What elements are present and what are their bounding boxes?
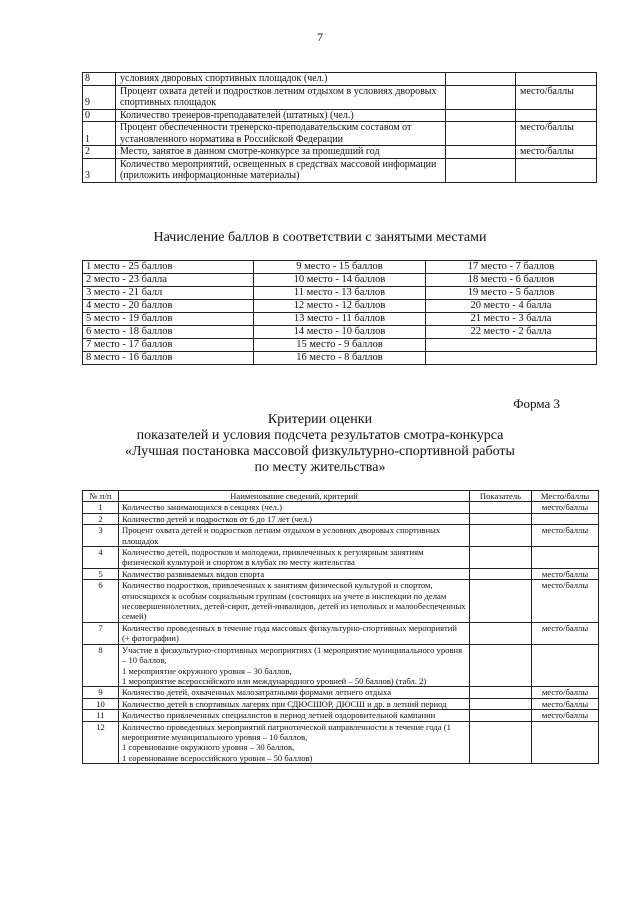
points-cell: 21 место - 3 балла	[426, 313, 597, 326]
row-indicator	[446, 146, 516, 159]
points-cell: 13 место - 11 баллов	[254, 313, 426, 326]
page-number: 7	[317, 30, 323, 44]
criteria-title-line4: по месту жительства»	[254, 460, 386, 475]
row-number: 3	[83, 525, 119, 547]
row-criterion: Количество детей, подростков и молодежи, привлеченных к регулярным занятиям физической культурой и спортом в клубах по месту жительства	[119, 547, 470, 569]
row-indicator	[470, 580, 532, 623]
row-place	[532, 547, 599, 569]
table-row	[83, 274, 597, 287]
table-row	[83, 710, 599, 721]
table-row	[83, 313, 597, 326]
points-cell: 5 место - 19 баллов	[83, 313, 254, 326]
table-row	[83, 525, 599, 547]
row-indicator	[446, 109, 516, 122]
table-row	[83, 109, 597, 122]
row-number: 2	[83, 513, 119, 524]
row-place: место/баллы	[516, 122, 597, 146]
points-cell: 14 место - 10 баллов	[254, 326, 426, 339]
row-number: 8	[83, 644, 119, 687]
row-criterion: Количество занимающихся в секциях (чел.)	[119, 502, 470, 513]
table-row	[83, 644, 599, 687]
row-place: место/баллы	[532, 698, 599, 709]
points-cell: 10 место - 14 баллов	[254, 274, 426, 287]
row-place	[532, 644, 599, 687]
row-indicator	[470, 710, 532, 721]
row-indicator	[446, 73, 516, 86]
table-row	[83, 568, 599, 579]
row-indicator	[446, 122, 516, 146]
table-row	[83, 158, 597, 182]
row-criterion: Количество тренеров-преподавателей (штатных) (чел.)	[116, 109, 446, 122]
header-num: № п/п	[83, 491, 119, 502]
row-criterion: Место, занятое в данном смотре-конкурсе за прошедший год	[116, 146, 446, 159]
table-row	[83, 122, 597, 146]
row-criterion: Количество детей и подростков от 6 до 17 лет (чел.)	[119, 513, 470, 524]
table-row	[83, 547, 599, 569]
row-criterion: условиях дворовых спортивных площадок (чел.)	[116, 73, 446, 86]
points-cell: 4 место - 20 баллов	[83, 300, 254, 313]
criteria-title-line1: Критерии оценки	[267, 412, 373, 427]
row-indicator	[470, 513, 532, 524]
row-criterion: Участие в физкультурно-спортивных мероприятиях (1 мероприятие муниципального уровня – 10 баллов, 1 мероприятие окружного уровня – 30 баллов, 1 мероприятие всероссийского или международного уровней – 50 баллов) (табл. 2)	[119, 644, 470, 687]
table-row	[83, 85, 597, 109]
row-number: 9	[83, 85, 116, 109]
points-cell: 7 место - 17 баллов	[83, 339, 254, 352]
table-row	[83, 502, 599, 513]
row-number: 2	[83, 146, 116, 159]
row-number: 4	[83, 547, 119, 569]
row-indicator	[470, 687, 532, 698]
row-number: 8	[83, 73, 116, 86]
table-row	[83, 513, 599, 524]
row-indicator	[470, 502, 532, 513]
row-criterion: Процент охвата детей и подростков летним отдыхом в условиях дворовых спортивных площадок	[116, 85, 446, 109]
table-row	[83, 339, 597, 352]
points-cell: 8 место - 16 баллов	[83, 352, 254, 365]
criteria-title-line3: «Лучшая постановка массовой физкультурно-спортивной работы	[125, 444, 515, 459]
points-cell: 16 место - 8 баллов	[254, 352, 426, 365]
row-place: место/баллы	[532, 710, 599, 721]
row-number: 0	[83, 109, 116, 122]
row-criterion: Количество подростков, привлеченных к занятиям физической культурой и спортом, относящихся к особым социальным группам (состоящих на учете в инспекции по делам несовершеннолетних, детей-сирот, детей-инвалидов, детей из неполных и малообеспеченных семей)	[119, 580, 470, 623]
row-number: 6	[83, 580, 119, 623]
row-place: место/баллы	[532, 502, 599, 513]
row-number: 10	[83, 698, 119, 709]
points-cell: 15 место - 9 баллов	[254, 339, 426, 352]
row-indicator	[470, 698, 532, 709]
row-indicator	[446, 85, 516, 109]
table-row	[83, 300, 597, 313]
points-cell	[426, 352, 597, 365]
row-indicator	[470, 525, 532, 547]
row-criterion: Процент обеспеченности тренерско-преподавательским составом от установленного норматива в Российской Федерации	[116, 122, 446, 146]
points-table	[82, 260, 597, 365]
header-indicator: Показатель	[470, 491, 532, 502]
table-row	[83, 622, 599, 644]
table-row	[83, 73, 597, 86]
row-place: место/баллы	[532, 580, 599, 623]
row-indicator	[470, 547, 532, 569]
table-row	[83, 146, 597, 159]
row-place: место/баллы	[532, 687, 599, 698]
points-heading: Начисление баллов в соответствии с занятыми местами	[153, 230, 487, 245]
row-place: место/баллы	[516, 146, 597, 159]
points-cell: 17 место - 7 баллов	[426, 261, 597, 274]
row-place: место/баллы	[516, 85, 597, 109]
row-number: 11	[83, 710, 119, 721]
points-cell: 22 место - 2 балла	[426, 326, 597, 339]
table-row	[83, 287, 597, 300]
row-place: место/баллы	[532, 568, 599, 579]
row-indicator	[470, 721, 532, 764]
table-row	[83, 687, 599, 698]
row-number: 12	[83, 721, 119, 764]
table-row	[83, 352, 597, 365]
row-criterion: Количество проведенных в течение года массовых физкультурно-спортивных мероприятий (+ фотографии)	[119, 622, 470, 644]
form-label: Форма 3	[513, 396, 560, 411]
row-place	[516, 73, 597, 86]
criteria-title	[0, 412, 640, 476]
row-criterion: Количество привлеченных специалистов в период летней оздоровительной кампании	[119, 710, 470, 721]
row-number: 1	[83, 502, 119, 513]
continuation-table	[82, 72, 597, 183]
row-number: 3	[83, 158, 116, 182]
points-cell: 11 место - 13 баллов	[254, 287, 426, 300]
points-cell: 2 место - 23 балла	[83, 274, 254, 287]
points-cell: 18 место - 6 баллов	[426, 274, 597, 287]
row-place: место/баллы	[532, 525, 599, 547]
points-cell: 20 место - 4 балла	[426, 300, 597, 313]
header-name: Наименование сведений, критерий	[119, 491, 470, 502]
points-cell: 3 место - 21 балл	[83, 287, 254, 300]
points-cell: 12 место - 12 баллов	[254, 300, 426, 313]
row-place	[516, 109, 597, 122]
row-number: 1	[83, 122, 116, 146]
row-indicator	[470, 568, 532, 579]
row-criterion: Количество детей, охваченных малозатратными формами летнего отдыха	[119, 687, 470, 698]
points-cell: 19 место - 5 баллов	[426, 287, 597, 300]
row-number: 5	[83, 568, 119, 579]
row-number: 9	[83, 687, 119, 698]
criteria-header-row	[83, 491, 599, 502]
table-row	[83, 721, 599, 764]
row-place: место/баллы	[532, 622, 599, 644]
criteria-table	[82, 490, 599, 764]
table-row	[83, 261, 597, 274]
points-cell	[426, 339, 597, 352]
criteria-title-line2: показателей и условия подсчета результатов смотра-конкурса	[136, 428, 504, 443]
row-criterion: Количество развиваемых видов спорта	[119, 568, 470, 579]
points-cell: 9 место - 15 баллов	[254, 261, 426, 274]
row-place	[532, 721, 599, 764]
table-row	[83, 580, 599, 623]
header-place: Место/баллы	[532, 491, 599, 502]
row-criterion: Процент охвата детей и подростков летним отдыхом в условиях дворовых спортивных площадок	[119, 525, 470, 547]
row-place	[516, 158, 597, 182]
table-row	[83, 698, 599, 709]
points-cell: 6 место - 18 баллов	[83, 326, 254, 339]
points-cell: 1 место - 25 баллов	[83, 261, 254, 274]
row-criterion: Количество детей в спортивных лагерях при СДЮСШОР, ДЮСШ и др. в летний период	[119, 698, 470, 709]
row-criterion: Количество мероприятий, освещенных в средствах массовой информации (приложить информационные материалы)	[116, 158, 446, 182]
row-indicator	[470, 622, 532, 644]
row-criterion: Количество проведенных мероприятий патриотической направленности в течение года (1 мероприятие муниципального уровня – 10 баллов, 1 соревнование окружного уровня – 30 баллов, 1 соревнование всероссийского уровня – 50 баллов)	[119, 721, 470, 764]
table-row	[83, 326, 597, 339]
row-indicator	[446, 158, 516, 182]
row-number: 7	[83, 622, 119, 644]
row-indicator	[470, 644, 532, 687]
row-place	[532, 513, 599, 524]
